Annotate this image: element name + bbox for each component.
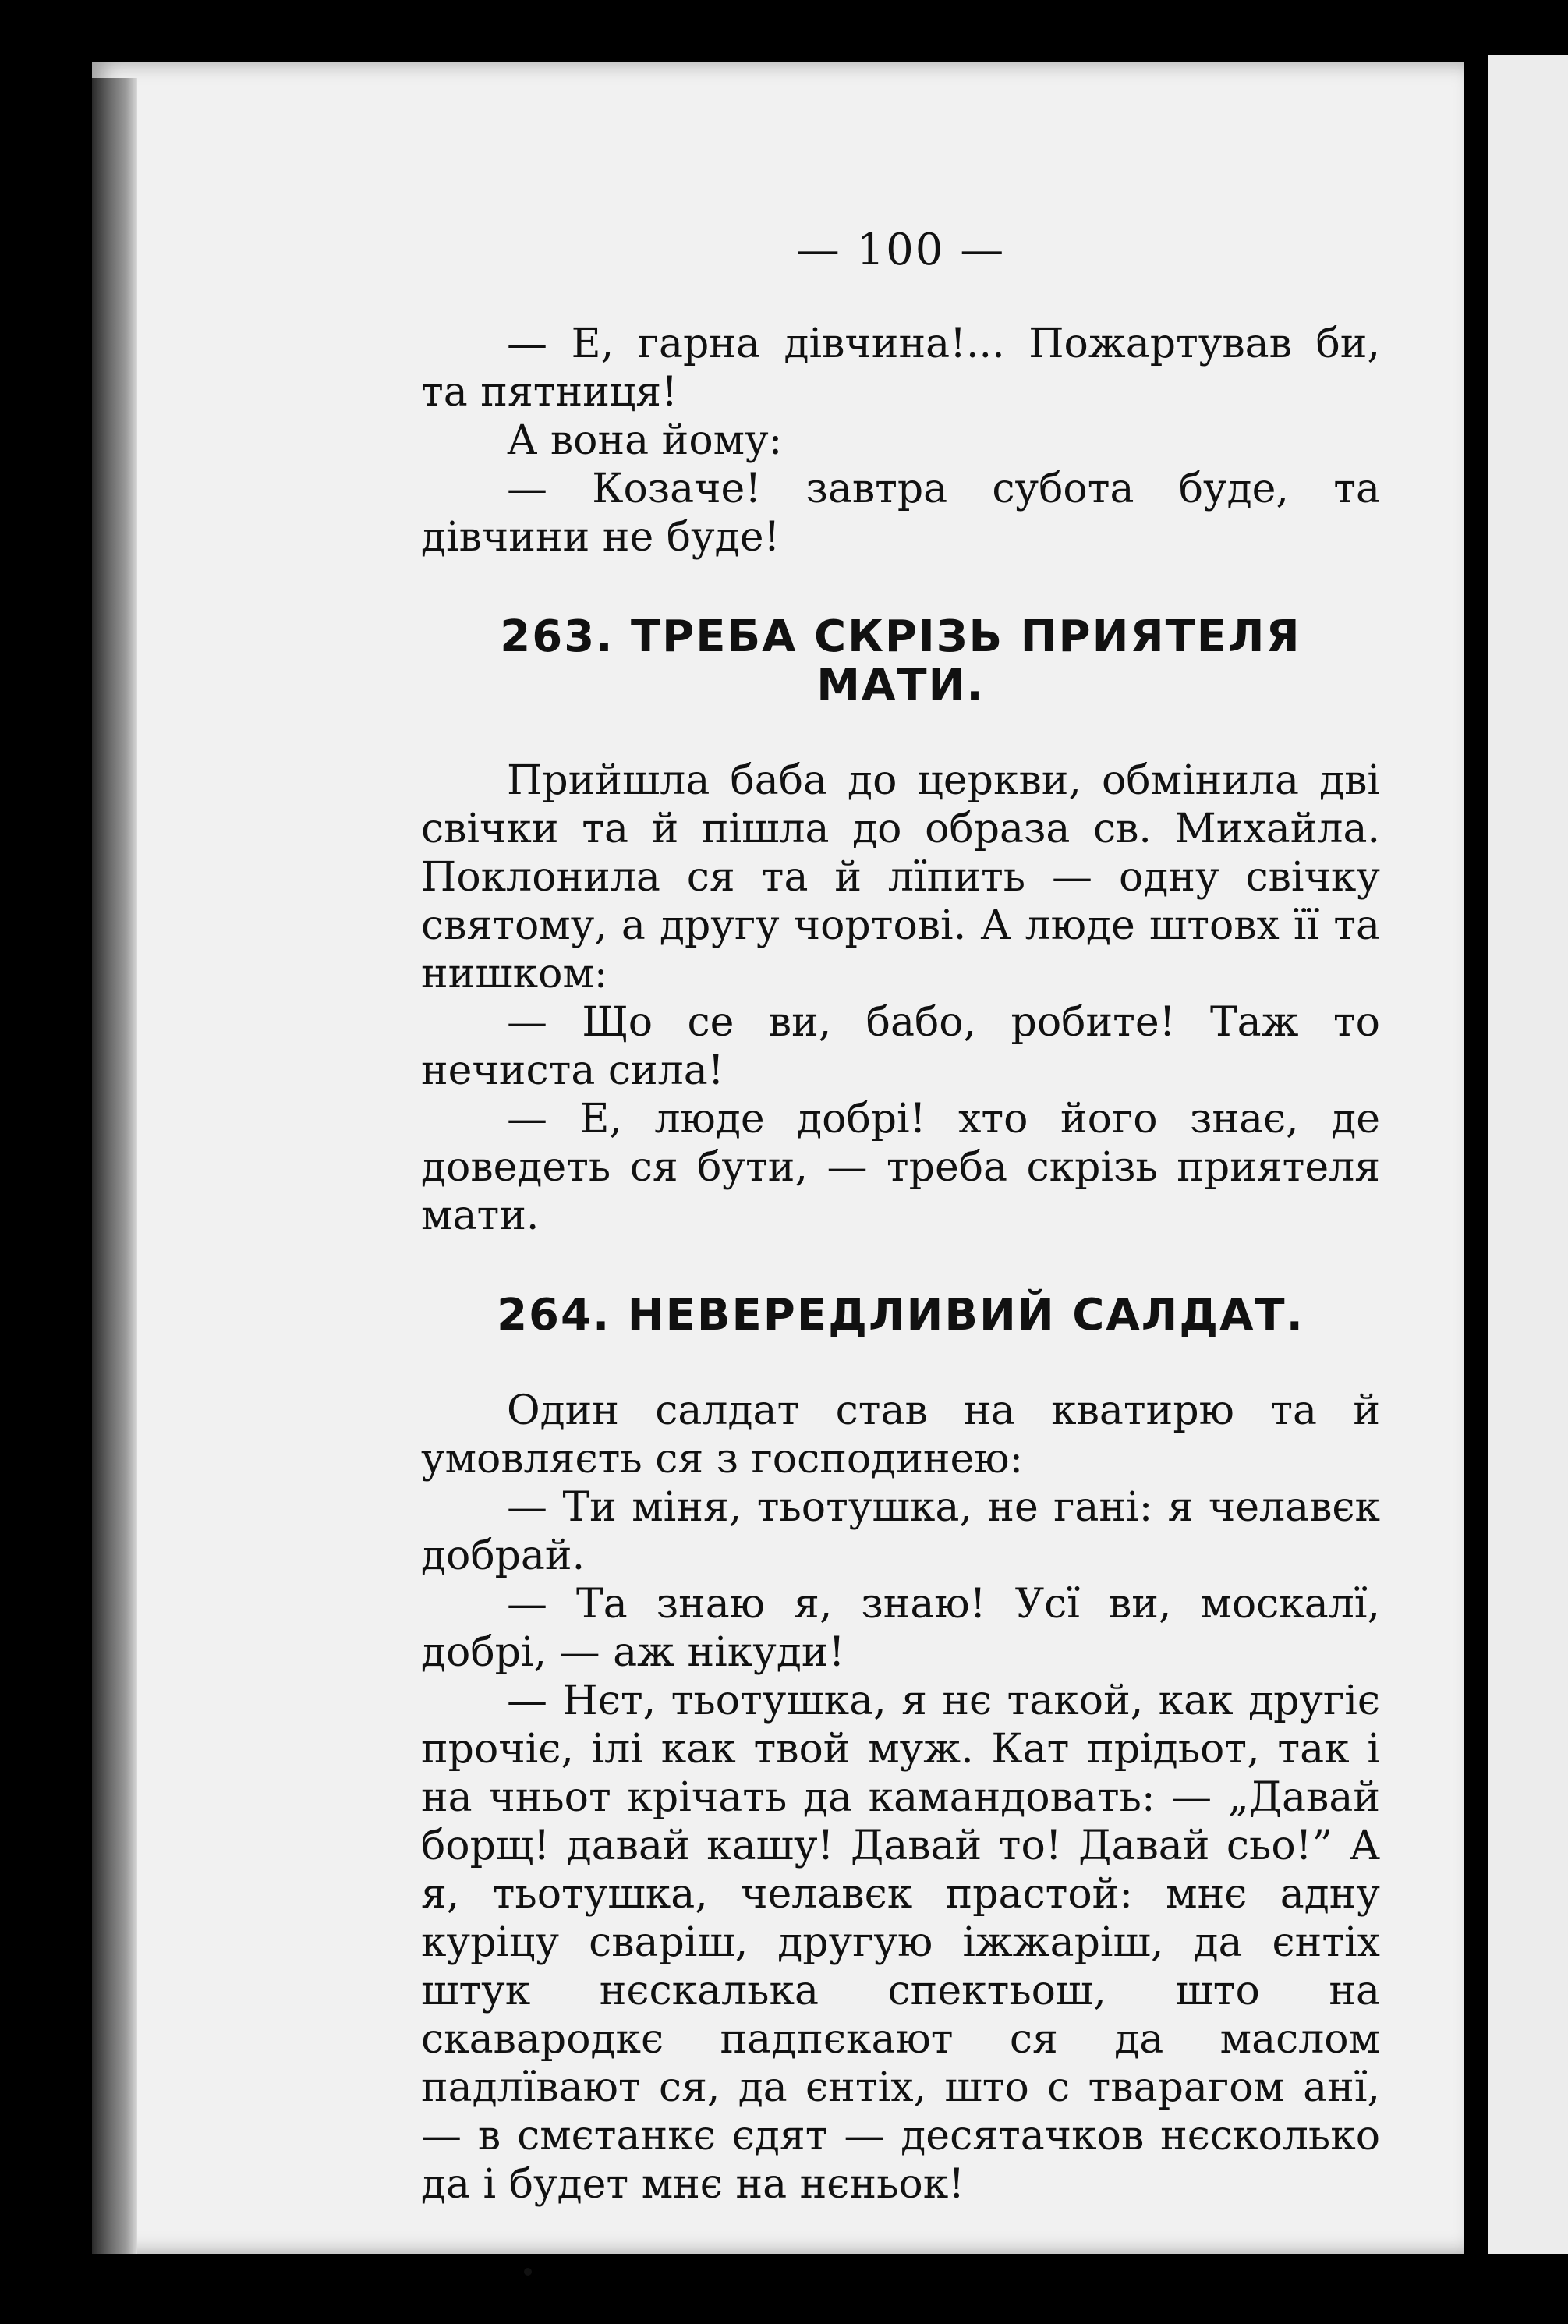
paragraph: — Е, люде добрі! хто його знає, де доведеть ся бути, — треба скрізь приятеля мати. — [421, 1096, 1380, 1239]
section-title: 264. НЕВЕРЕДЛИВИЙ САЛДАТ. — [497, 1290, 1304, 1341]
paragraph: — Що се ви, бабо, робите! Таж то нечиста сила! — [421, 999, 1380, 1094]
paragraph: — Ти міня, тьотушка, не гані: я челавєк добрай. — [421, 1484, 1380, 1579]
paragraph: Один салдат став на кватирю та й умовляєть ся з господинею: — [421, 1387, 1380, 1483]
paragraph: — Е, гарна дівчина!... Пожартував би, та пятниця! — [421, 321, 1380, 416]
paragraph: — Козаче! завтра субота буде, та дівчини не буде! — [421, 466, 1380, 561]
page-number: — 100 — — [795, 225, 1006, 275]
paragraph: — Нєт, тьотушка, я нє такой, как другіє прочіє, ілі как твой муж. Кат прідьот, так і на чньот крічать да камандовать: — „Давай борщ! давай кашу! Давай то! Давай сьо!” А я, тьотушка, челавєк прастой: мнє адну куріцу сваріш, другую іжжаріш, да єнтіх штук нєскалька спектьош, што на скавародкє падпєкают ся да маслом падлївают ся, да єнтіх, што с тварагом анї, — в смєтанкє єдят — десятачков нєсколько да і будет мнє на нєньок! — [421, 1677, 1380, 2208]
page-text — [421, 226, 1380, 2209]
paragraph: Прийшла баба до церкви, обмінила дві свічки та й пішла до образа св. Михайла. Поклонила ся та й лїпить — одну свічку святому, а другу чортові. А люде штовх її та нишком: — [421, 757, 1380, 997]
paragraph: — Та знаю я, знаю! Усї ви, москалї, добрі, — аж нікуди! — [421, 1581, 1380, 1676]
scan-speck — [524, 2268, 532, 2276]
section-title: 263. ТРЕБА СКРІЗЬ ПРИЯТЕЛЯ МАТИ. — [500, 611, 1301, 710]
book-spine-shadow — [92, 78, 137, 2254]
paragraph: А вона йому: — [507, 417, 783, 464]
next-page-edge — [1475, 55, 1568, 2254]
